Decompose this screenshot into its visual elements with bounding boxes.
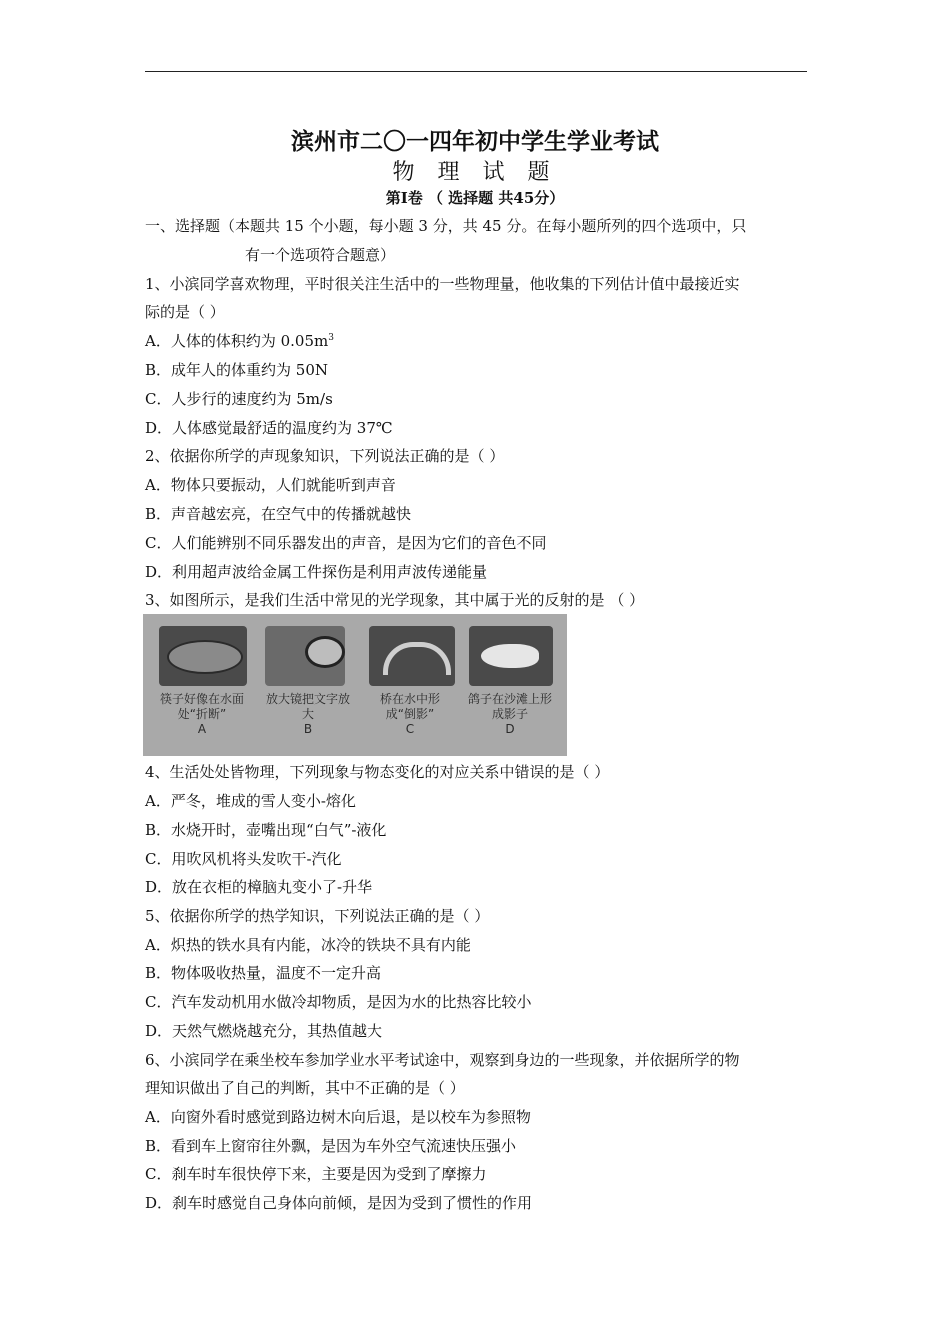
q5-option-b: B．物体吸收热量，温度不一定升高 bbox=[145, 964, 382, 982]
figure-label-a: A bbox=[197, 722, 207, 736]
exam-title: 滨州市二〇一四年初中学生学业考试 bbox=[291, 128, 659, 155]
q4-option-a: A．严冬，堆成的雪人变小-熔化 bbox=[145, 792, 356, 810]
figure-caption-a bbox=[157, 692, 247, 737]
q2-option-b: B．声音越宏亮，在空气中的传播就越快 bbox=[145, 505, 412, 523]
figure-panel-dove bbox=[469, 626, 553, 686]
figure-caption-d bbox=[465, 692, 555, 737]
q1-option-a bbox=[145, 331, 334, 351]
figure-caption-a-text: 筷子好像在水面处“折断” bbox=[159, 692, 244, 721]
q6-option-b: B．看到车上窗帘往外飘，是因为车外空气流速快压强小 bbox=[145, 1137, 517, 1155]
figure-caption-c bbox=[365, 692, 455, 737]
figure-caption-b-text: 放大镜把文字放大 bbox=[265, 692, 350, 721]
q4-option-c: C．用吹风机将头发吹干-汽化 bbox=[145, 850, 342, 868]
section-heading: 第Ⅰ卷 （ 选择题 共45分） bbox=[385, 189, 565, 207]
q2-option-a: A．物体只要振动，人们就能听到声音 bbox=[145, 476, 396, 494]
figure-panel-chopsticks bbox=[159, 626, 247, 686]
dove-illustration bbox=[481, 644, 539, 668]
figure-label-d: D bbox=[505, 722, 515, 736]
exam-subtitle: 物 理 试 题 bbox=[392, 160, 558, 185]
q3-stem: 3、如图所示，是我们生活中常见的光学现象，其中属于光的反射的是 （ ） bbox=[145, 591, 645, 609]
q1-stem-line-1: 1、小滨同学喜欢物理，平时很关注生活中的一些物理量，他收集的下列估计值中最接近实 bbox=[145, 275, 740, 293]
q1-option-d: D．人体感觉最舒适的温度约为 37℃ bbox=[145, 419, 393, 437]
q1-option-a-superscript: 3 bbox=[328, 333, 334, 343]
q2-stem: 2、依据你所学的声现象知识，下列说法正确的是（ ） bbox=[145, 447, 505, 465]
q1-option-a-text: A．人体的体积约为 0.05m bbox=[145, 332, 329, 350]
figure-panel-bridge bbox=[369, 626, 455, 686]
figure-panel-magnifier bbox=[265, 626, 345, 686]
q6-stem-line-2: 理知识做出了自己的判断，其中不正确的是（ ） bbox=[145, 1079, 465, 1097]
figure-label-b: B bbox=[303, 722, 313, 736]
figure-caption-d-text: 鸽子在沙滩上形成影子 bbox=[467, 692, 552, 721]
q5-option-a: A．炽热的铁水具有内能，冰冷的铁块不具有内能 bbox=[145, 936, 471, 954]
q5-option-c: C．汽车发动机用水做冷却物质，是因为水的比热容比较小 bbox=[145, 993, 532, 1011]
q1-option-c: C．人步行的速度约为 5m/s bbox=[145, 390, 333, 408]
header-rule bbox=[145, 71, 807, 72]
q1-stem-line-2: 际的是（ ） bbox=[145, 303, 225, 321]
instructions-line-1: 一、选择题（本题共 15 个小题，每小题 3 分，共 45 分。在每小题所列的四个选项中，只 bbox=[145, 217, 747, 235]
q6-option-c: C．刹车时车很快停下来，主要是因为受到了摩擦力 bbox=[145, 1165, 487, 1183]
q4-option-b: B．水烧开时，壶嘴出现“白气”-液化 bbox=[145, 821, 387, 839]
q6-stem-line-1: 6、小滨同学在乘坐校车参加学业水平考试途中，观察到身边的一些现象，并依据所学的物 bbox=[145, 1051, 740, 1069]
magnifier-illustration bbox=[305, 636, 345, 668]
q3-figure bbox=[143, 614, 567, 756]
q4-option-d: D．放在衣柜的樟脑丸变小了-升华 bbox=[145, 878, 373, 896]
q4-stem: 4、生活处处皆物理，下列现象与物态变化的对应关系中错误的是（ ） bbox=[145, 763, 610, 781]
figure-label-c: C bbox=[405, 722, 415, 736]
q6-option-a: A．向窗外看时感觉到路边树木向后退，是以校车为参照物 bbox=[145, 1108, 531, 1126]
bowl-illustration bbox=[167, 640, 243, 674]
instructions-line-2: 有一个选项符合题意） bbox=[245, 246, 396, 264]
q5-option-d: D．天然气燃烧越充分，其热值越大 bbox=[145, 1022, 383, 1040]
q1-option-b: B．成年人的体重约为 50N bbox=[145, 361, 329, 379]
q2-option-d: D．利用超声波给金属工件探伤是利用声波传递能量 bbox=[145, 563, 488, 581]
figure-caption-c-text: 桥在水中形成“倒影” bbox=[379, 692, 440, 721]
q5-stem: 5、依据你所学的热学知识，下列说法正确的是（ ） bbox=[145, 907, 490, 925]
figure-caption-b bbox=[263, 692, 353, 737]
q2-option-c: C．人们能辨别不同乐器发出的声音，是因为它们的音色不同 bbox=[145, 534, 547, 552]
q6-option-d: D．刹车时感觉自己身体向前倾，是因为受到了惯性的作用 bbox=[145, 1194, 533, 1212]
bridge-illustration bbox=[383, 642, 451, 675]
